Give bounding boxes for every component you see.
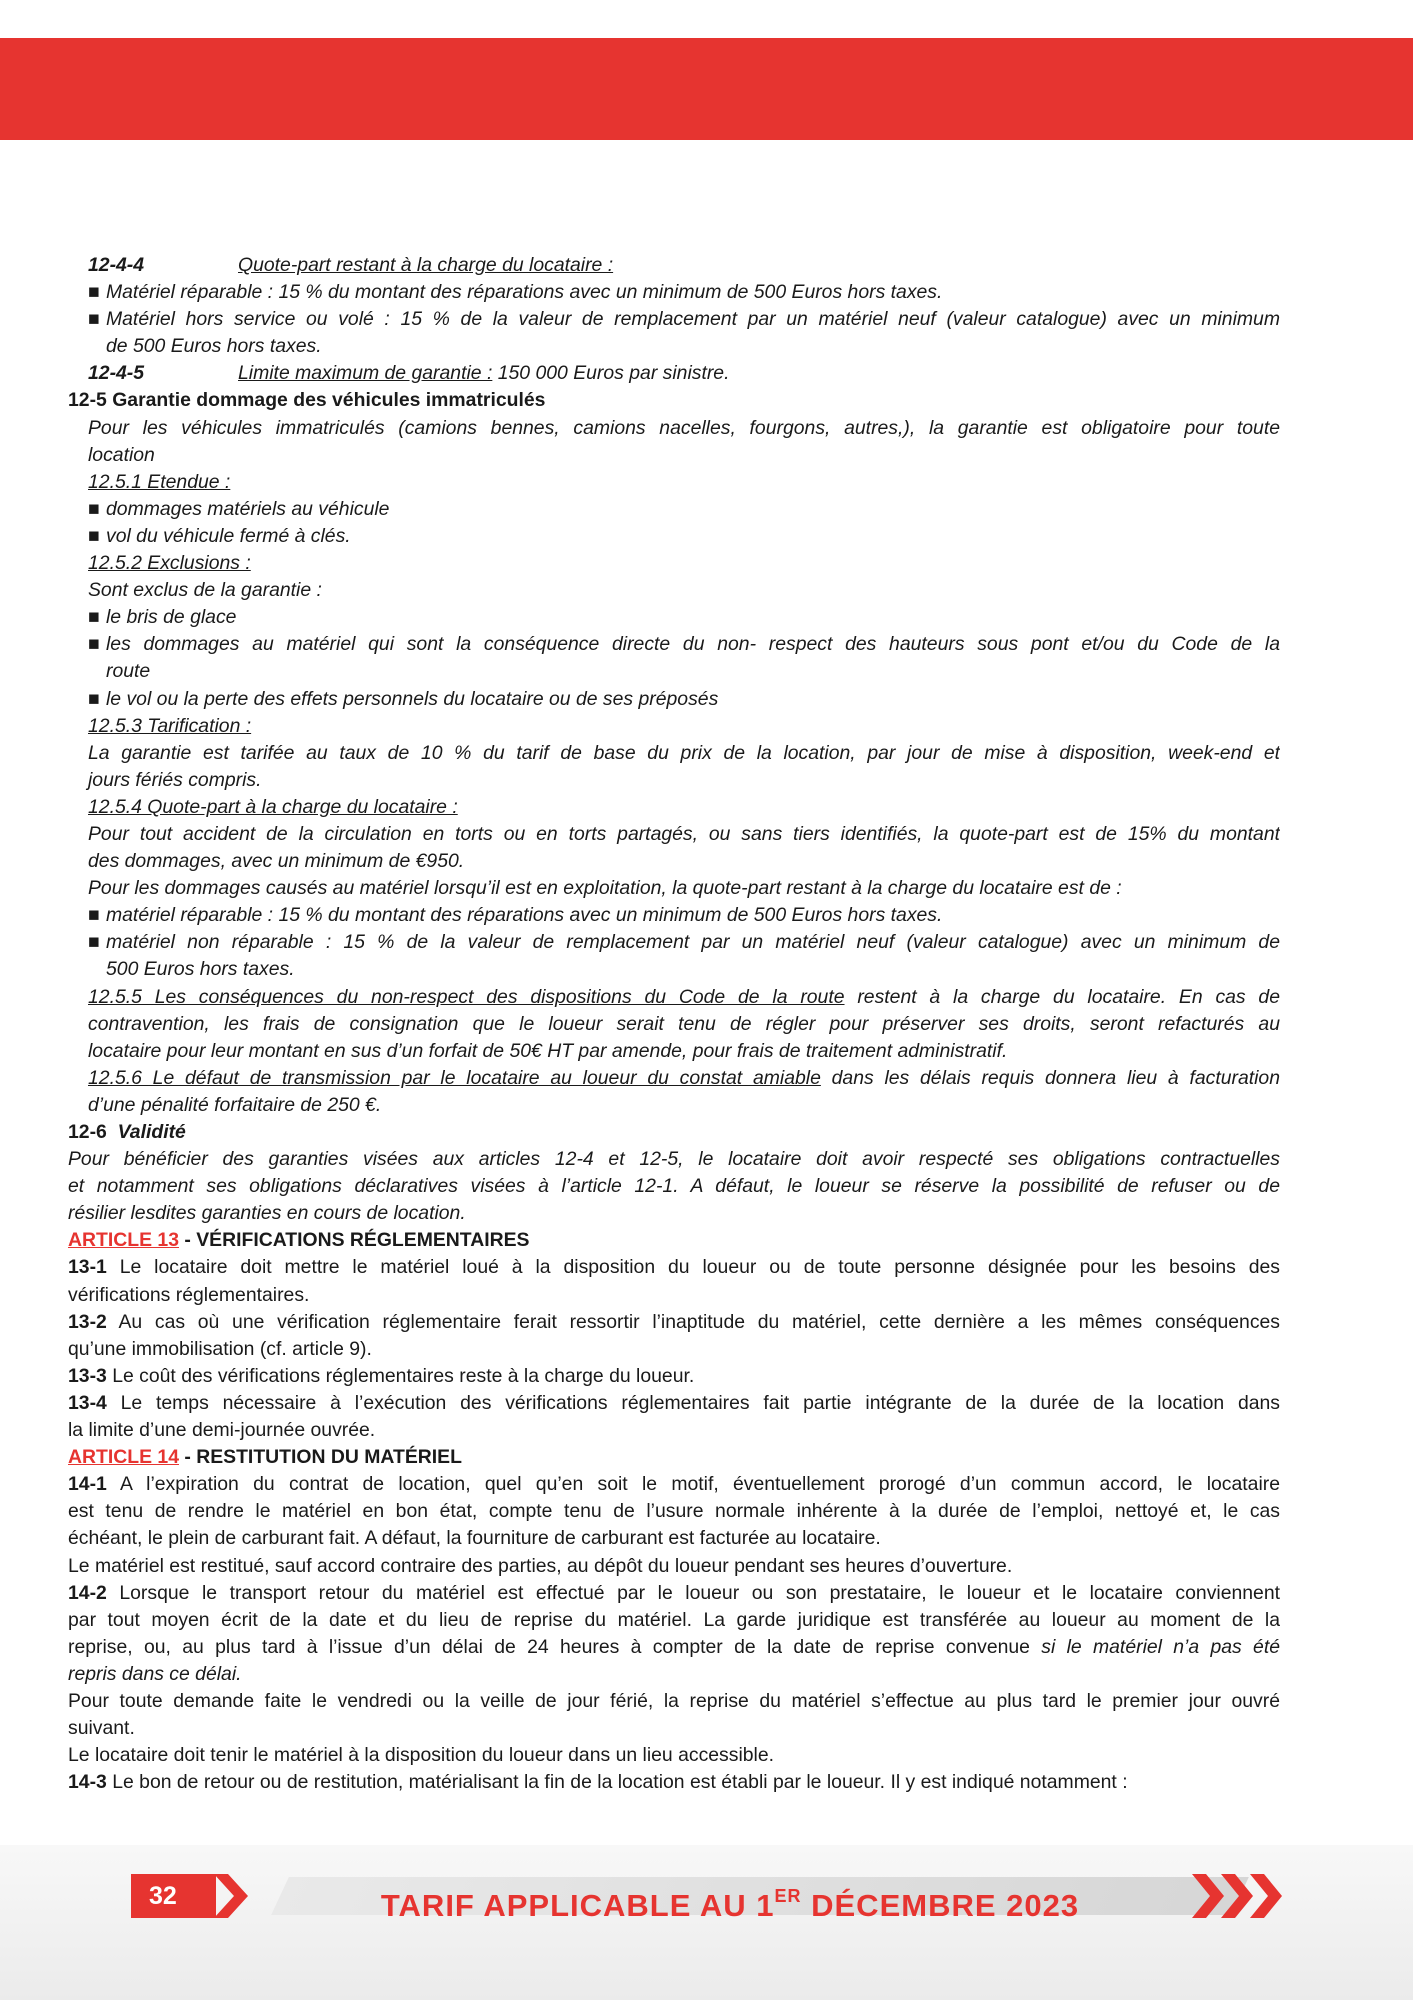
paragraph-line: Le locataire doit tenir le matériel à la disposition du loueur dans un lieu accessible. <box>68 1744 775 1767</box>
paragraph-number: 14-1 <box>68 1473 107 1496</box>
paragraph-line: Pour bénéficier des garanties visées aux articles 12-4 et 12-5, le locataire doit avoir respecté ses obligations contractuelles <box>68 1148 1280 1171</box>
section-title: Validité <box>117 1121 186 1143</box>
paragraph-line: par tout moyen écrit de la date et du lieu de reprise du matériel. La garde juridique est transférée au loueur au moment de la <box>68 1608 1280 1631</box>
paragraph-line <box>68 1390 1280 1417</box>
paragraph-line: jours fériés compris. <box>88 768 262 791</box>
bullet-icon: ■ <box>88 931 100 954</box>
paragraph-line <box>68 1580 1280 1607</box>
bullet-icon: ■ <box>88 687 100 710</box>
paragraph-line: Pour tout accident de la circulation en torts ou en torts partagés, ou sans tiers identifiés, la quote-part est de 15% du montant <box>88 822 1280 845</box>
clause-title: Quote-part restant à la charge du locataire : <box>238 254 614 276</box>
paragraph-line: Pour les dommages causés au matériel lorsqu’il est en exploitation, la quote-part restant à la charge du locataire est de : <box>88 877 1122 900</box>
article-label: ARTICLE 14 <box>68 1446 179 1469</box>
paragraph-number: 14-2 <box>68 1581 107 1604</box>
clause-label: 12-4-4 <box>88 254 145 276</box>
paragraph-line: est tenu de rendre le matériel en bon état, compte tenu de l’usure normale inhérente à la durée de l’emploi, nettoyé et, le cas <box>68 1500 1280 1523</box>
paragraph-line: et notamment ses obligations déclaratives visées à l’article 12-1. A défaut, le loueur se réserve la possibilité de refuser ou de <box>68 1175 1280 1198</box>
article-heading-14 <box>68 1444 1280 1471</box>
paragraph-line: La garantie est tarifée au taux de 10 % du tarif de base du prix de la location, par jour de mise à disposition, week-end et <box>88 741 1280 764</box>
list-item-text: Matériel réparable : 15 % du montant des réparations avec un minimum de 500 Euros hors taxes. <box>106 281 943 304</box>
paragraph-line <box>68 1309 1280 1336</box>
clause-text: 150 000 Euros par sinistre. <box>492 362 730 385</box>
list-item-continued: route <box>106 660 151 683</box>
list-item-text: matériel non réparable : 15 % de la valeur de remplacement par un matériel neuf (valeur catalogue) avec un minimum de <box>106 931 1280 954</box>
subsection-title: 12.5.2 Exclusions : <box>88 552 251 575</box>
subsection-title: 12.5.1 Etendue : <box>88 470 231 493</box>
bullet-icon: ■ <box>88 281 100 304</box>
paragraph-line: échéant, le plein de carburant fait. A défaut, la fourniture de carburant est facturée au locataire. <box>68 1527 881 1550</box>
paragraph-text: Lorsque le transport retour du matériel est effectué par le loueur ou son prestataire, le loueur et le locataire conviennent <box>106 1581 1280 1604</box>
section-heading-12-6 <box>68 1119 1280 1146</box>
paragraph-line: Pour toute demande faite le vendredi ou la veille de jour férié, la reprise du matériel s’effectue au plus tard le premier jour ouvré <box>68 1689 1280 1712</box>
paragraph-text: Le locataire doit mettre le matériel loué à la disposition du loueur ou de toute personne désignée pour les besoins des <box>106 1256 1280 1279</box>
footer-title-superscript: ER <box>774 1886 802 1906</box>
list-item-text: le vol ou la perte des effets personnels du locataire ou de ses préposés <box>106 687 719 710</box>
list-item <box>68 523 1280 550</box>
list-item-text: Matériel hors service ou volé : 15 % de la valeur de remplacement par un matériel neuf (valeur catalogue) avec un minimum <box>106 308 1280 331</box>
paragraph-line <box>68 1065 1280 1092</box>
paragraph-line: location <box>88 443 155 466</box>
paragraph-line: Le matériel est restitué, sauf accord contraire des parties, au dépôt du loueur pendant ses heures d’ouverture. <box>68 1554 1013 1577</box>
paragraph-number: 13-3 <box>68 1364 107 1387</box>
paragraph-text: Le bon de retour ou de restitution, matérialisant la fin de la location est établi par le loueur. Il y est indiqué notamment : <box>106 1771 1128 1794</box>
footer-title-text: DÉCEMBRE 2023 <box>801 1888 1080 1923</box>
paragraph-text-italic: si le matériel n’a pas été <box>1041 1635 1280 1658</box>
clause-12-4-4 <box>68 252 1280 279</box>
paragraph-text: A l’expiration du contrat de location, quel qu’en soit le motif, éventuellement prorogé d’un commun accord, le locataire <box>106 1473 1280 1496</box>
paragraph-line <box>68 984 1280 1011</box>
list-item-text: matériel réparable : 15 % du montant des réparations avec un minimum de 500 Euros hors taxes. <box>106 904 943 927</box>
list-item-text: les dommages au matériel qui sont la conséquence directe du non- respect des hauteurs sous pont et/ou du Code de la <box>106 633 1280 656</box>
paragraph-text: dans les délais requis donnera lieu à facturation <box>820 1066 1280 1089</box>
paragraph-line: repris dans ce délai. <box>68 1662 242 1685</box>
paragraph-text: Le temps nécessaire à l’exécution des vérifications réglementaires fait partie intégrante de la durée de la location dans <box>106 1391 1280 1414</box>
article-title: - RESTITUTION DU MATÉRIEL <box>178 1446 462 1469</box>
paragraph-line: Pour les véhicules immatriculés (camions bennes, camions nacelles, fourgons, autres,), la garantie est obligatoire pour toute <box>88 416 1280 439</box>
paragraph-line: contravention, les frais de consignation que le loueur serait tenu de régler pour préserver ses droits, seront refacturés au <box>88 1012 1280 1035</box>
list-item-text: vol du véhicule fermé à clés. <box>106 524 351 547</box>
subsection-title: 12.5.4 Quote-part à la charge du locataire : <box>88 795 458 818</box>
paragraph-line <box>68 1769 1280 1796</box>
paragraph-line: suivant. <box>68 1717 135 1740</box>
bullet-icon: ■ <box>88 633 100 656</box>
paragraph-number: 13-1 <box>68 1256 107 1279</box>
section-heading-12-5: 12-5 Garantie dommage des véhicules immatriculés <box>68 389 546 412</box>
page-number: 32 <box>131 1874 216 1918</box>
list-item <box>68 631 1280 658</box>
paragraph-line: vérifications réglementaires. <box>68 1283 310 1306</box>
paragraph-number: 14-3 <box>68 1771 107 1794</box>
article-title: - VÉRIFICATIONS RÉGLEMENTAIRES <box>178 1229 530 1252</box>
document-body <box>68 252 1280 1796</box>
subsection-title: 12.5.3 Tarification : <box>88 714 252 737</box>
list-item <box>68 686 1280 713</box>
paragraph-line <box>68 1471 1280 1498</box>
paragraph-line: des dommages, avec un minimum de €950. <box>88 850 465 873</box>
article-label: ARTICLE 13 <box>68 1229 179 1252</box>
list-item-text: dommages matériels au véhicule <box>106 497 390 520</box>
list-item <box>68 306 1280 333</box>
list-item <box>68 902 1280 929</box>
bullet-icon: ■ <box>88 308 100 331</box>
paragraph-line: Sont exclus de la garantie : <box>88 579 322 602</box>
bullet-icon: ■ <box>88 904 100 927</box>
paragraph-line: locataire pour leur montant en sus d’un forfait de 50€ HT par amende, pour frais de traitement administratif. <box>88 1039 1008 1062</box>
list-item <box>68 496 1280 523</box>
clause-title: Limite maximum de garantie : <box>238 362 493 385</box>
list-item <box>68 604 1280 631</box>
paragraph-number: 13-2 <box>68 1310 107 1333</box>
paragraph-text: Le coût des vérifications réglementaires reste à la charge du loueur. <box>106 1364 695 1387</box>
paragraph-text: reprise, ou, au plus tard à l’issue d’un délai de 24 heures à compter de la date de reprise convenue <box>68 1635 1042 1658</box>
paragraph-line <box>68 1254 1280 1281</box>
paragraph-number: 13-4 <box>68 1391 107 1414</box>
paragraph-line: qu’une immobilisation (cf. article 9). <box>68 1337 372 1360</box>
footer-title-text: TARIF APPLICABLE AU 1 <box>380 1888 775 1923</box>
list-item-text: le bris de glace <box>106 606 237 629</box>
subsection-title: 12.5.6 Le défaut de transmission par le locataire au loueur du constat amiable <box>88 1066 821 1089</box>
clause-label: 12-4-5 <box>88 362 145 385</box>
triple-chevron-icon <box>1192 1874 1284 1918</box>
top-banner <box>0 38 1413 140</box>
paragraph-text: restent à la charge du locataire. En cas de <box>844 985 1280 1008</box>
list-item <box>68 279 1280 306</box>
paragraph-line: d’une pénalité forfaitaire de 250 €. <box>88 1093 382 1116</box>
section-number: 12-6 <box>68 1121 107 1143</box>
list-item <box>68 929 1280 956</box>
paragraph-line <box>68 1363 1280 1390</box>
paragraph-line: la limite d’une demi-journée ouvrée. <box>68 1419 376 1442</box>
subsection-title: 12.5.5 Les conséquences du non-respect des dispositions du Code de la route <box>88 985 845 1008</box>
bullet-icon: ■ <box>88 606 100 629</box>
article-heading-13 <box>68 1227 1280 1254</box>
bullet-icon: ■ <box>88 497 100 520</box>
chevron-right-icon <box>214 1874 250 1918</box>
footer-title <box>250 1874 1210 1923</box>
list-item-continued: de 500 Euros hors taxes. <box>106 335 322 358</box>
bullet-icon: ■ <box>88 524 100 547</box>
paragraph-line <box>68 1634 1280 1661</box>
paragraph-line: résilier lesdites garanties en cours de location. <box>68 1202 466 1225</box>
clause-12-4-5 <box>68 360 1280 387</box>
list-item-continued: 500 Euros hors taxes. <box>106 958 295 981</box>
paragraph-text: Au cas où une vérification réglementaire ferait ressortir l’inaptitude du matériel, cette dernière a les mêmes conséquences <box>106 1310 1280 1333</box>
